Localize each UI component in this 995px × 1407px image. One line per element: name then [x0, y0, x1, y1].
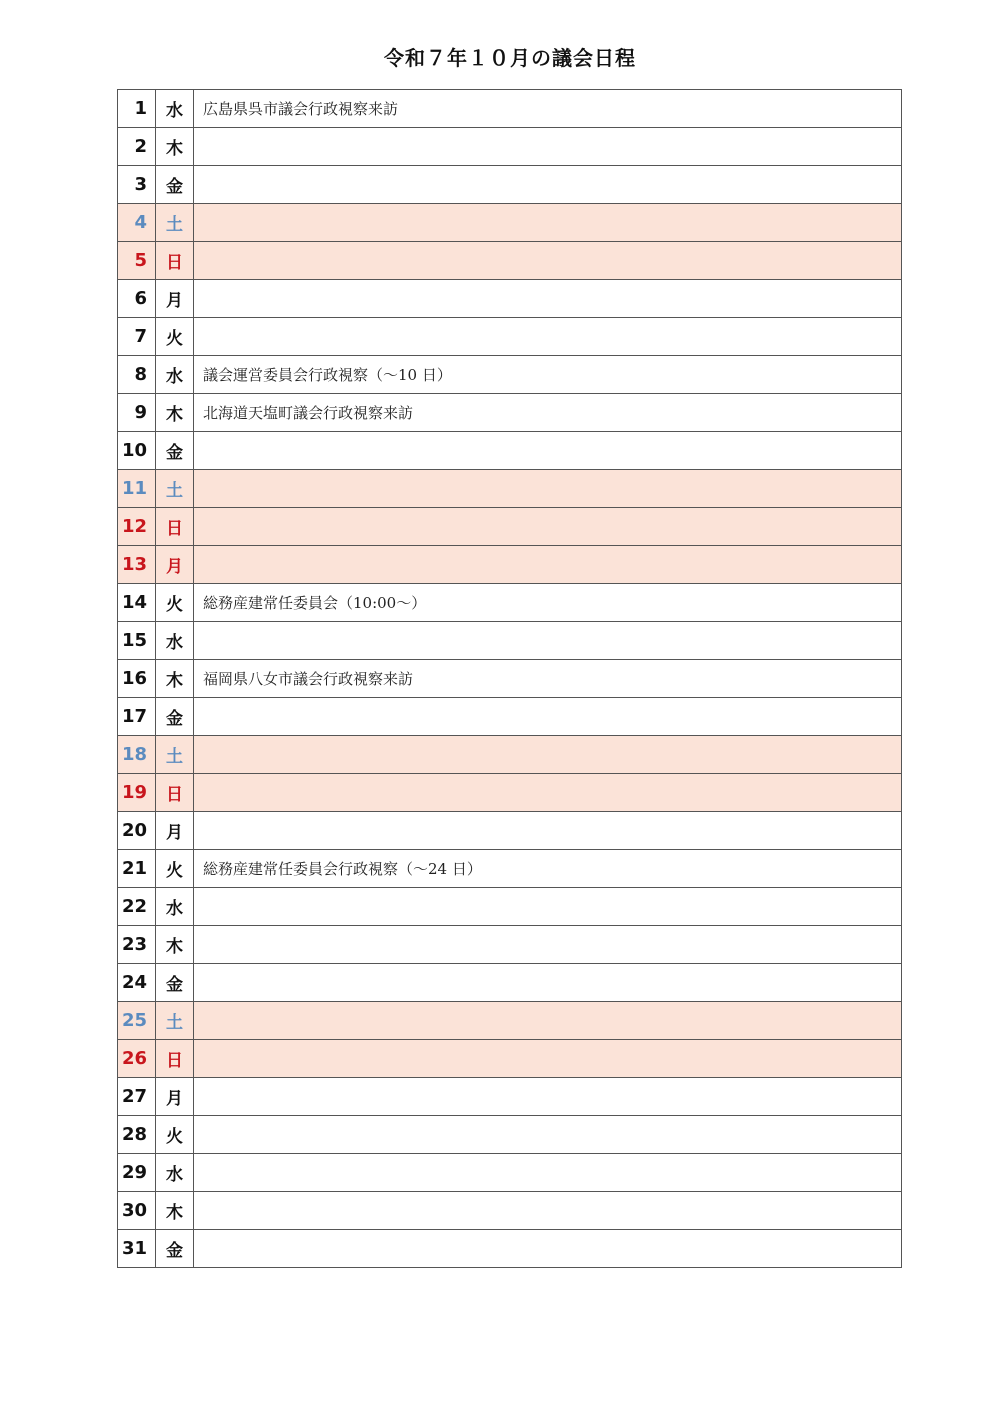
table-row — [118, 280, 902, 318]
weekday: 木 — [156, 1192, 194, 1230]
day-number: 22 — [118, 888, 156, 926]
day-number: 19 — [118, 774, 156, 812]
weekday: 火 — [156, 318, 194, 356]
day-number: 25 — [118, 1002, 156, 1040]
page-title: 令和７年１０月の議会日程 — [384, 46, 636, 70]
weekday: 木 — [156, 394, 194, 432]
weekday: 火 — [156, 584, 194, 622]
weekday: 金 — [156, 698, 194, 736]
weekday: 木 — [156, 128, 194, 166]
event-cell — [194, 1192, 902, 1230]
event-cell: 議会運営委員会行政視察（～10 日） — [194, 356, 902, 394]
weekday: 月 — [156, 280, 194, 318]
day-number: 7 — [118, 318, 156, 356]
weekday: 金 — [156, 432, 194, 470]
weekday: 土 — [156, 736, 194, 774]
table-row — [118, 850, 902, 888]
weekday: 日 — [156, 508, 194, 546]
table-row — [118, 242, 902, 280]
event-cell — [194, 1002, 902, 1040]
day-number: 6 — [118, 280, 156, 318]
event-cell: 総務産建常任委員会（10:00～） — [194, 584, 902, 622]
event-cell — [194, 812, 902, 850]
table-row — [118, 1002, 902, 1040]
day-number: 8 — [118, 356, 156, 394]
weekday: 火 — [156, 1116, 194, 1154]
table-row — [118, 1040, 902, 1078]
weekday: 水 — [156, 356, 194, 394]
table-row — [118, 394, 902, 432]
day-number: 1 — [118, 90, 156, 128]
event-cell — [194, 280, 902, 318]
event-cell — [194, 128, 902, 166]
table-row — [118, 774, 902, 812]
event-cell — [194, 508, 902, 546]
weekday: 日 — [156, 1040, 194, 1078]
day-number: 29 — [118, 1154, 156, 1192]
day-number: 9 — [118, 394, 156, 432]
day-number: 20 — [118, 812, 156, 850]
day-number: 18 — [118, 736, 156, 774]
table-row — [118, 166, 902, 204]
day-number: 2 — [118, 128, 156, 166]
event-cell — [194, 546, 902, 584]
weekday: 土 — [156, 470, 194, 508]
event-cell: 福岡県八女市議会行政視察来訪 — [194, 660, 902, 698]
event-cell — [194, 166, 902, 204]
event-cell — [194, 204, 902, 242]
event-cell — [194, 774, 902, 812]
table-row — [118, 432, 902, 470]
table-row — [118, 888, 902, 926]
day-number: 31 — [118, 1230, 156, 1268]
table-row — [118, 470, 902, 508]
day-number: 24 — [118, 964, 156, 1002]
event-cell — [194, 888, 902, 926]
table-row — [118, 1230, 902, 1268]
schedule-table — [117, 89, 902, 1268]
table-row — [118, 508, 902, 546]
weekday: 木 — [156, 660, 194, 698]
event-cell — [194, 242, 902, 280]
day-number: 13 — [118, 546, 156, 584]
event-cell — [194, 318, 902, 356]
table-row — [118, 318, 902, 356]
event-cell — [194, 432, 902, 470]
event-cell — [194, 1230, 902, 1268]
weekday: 金 — [156, 1230, 194, 1268]
table-row — [118, 1192, 902, 1230]
day-number: 23 — [118, 926, 156, 964]
weekday: 土 — [156, 1002, 194, 1040]
day-number: 28 — [118, 1116, 156, 1154]
table-row — [118, 90, 902, 128]
day-number: 10 — [118, 432, 156, 470]
table-row — [118, 698, 902, 736]
table-row — [118, 926, 902, 964]
event-cell — [194, 964, 902, 1002]
table-row — [118, 356, 902, 394]
day-number: 5 — [118, 242, 156, 280]
table-row — [118, 1116, 902, 1154]
day-number: 15 — [118, 622, 156, 660]
event-cell — [194, 926, 902, 964]
weekday: 月 — [156, 546, 194, 584]
day-number: 3 — [118, 166, 156, 204]
weekday: 水 — [156, 90, 194, 128]
table-row — [118, 128, 902, 166]
day-number: 17 — [118, 698, 156, 736]
table-row — [118, 204, 902, 242]
day-number: 11 — [118, 470, 156, 508]
event-cell — [194, 1116, 902, 1154]
weekday: 土 — [156, 204, 194, 242]
event-cell — [194, 1040, 902, 1078]
table-row — [118, 660, 902, 698]
event-cell — [194, 698, 902, 736]
event-cell — [194, 622, 902, 660]
day-number: 30 — [118, 1192, 156, 1230]
event-cell — [194, 1154, 902, 1192]
weekday: 月 — [156, 812, 194, 850]
table-row — [118, 546, 902, 584]
schedule-body — [118, 90, 902, 1268]
weekday: 金 — [156, 166, 194, 204]
weekday: 水 — [156, 1154, 194, 1192]
table-row — [118, 1154, 902, 1192]
day-number: 27 — [118, 1078, 156, 1116]
weekday: 木 — [156, 926, 194, 964]
table-row — [118, 736, 902, 774]
event-cell — [194, 470, 902, 508]
table-row — [118, 812, 902, 850]
table-row — [118, 584, 902, 622]
day-number: 14 — [118, 584, 156, 622]
event-cell: 北海道天塩町議会行政視察来訪 — [194, 394, 902, 432]
table-row — [118, 964, 902, 1002]
weekday: 金 — [156, 964, 194, 1002]
event-cell: 総務産建常任委員会行政視察（～24 日） — [194, 850, 902, 888]
day-number: 12 — [118, 508, 156, 546]
weekday: 日 — [156, 242, 194, 280]
table-row — [118, 1078, 902, 1116]
day-number: 16 — [118, 660, 156, 698]
table-row — [118, 622, 902, 660]
day-number: 21 — [118, 850, 156, 888]
event-cell — [194, 736, 902, 774]
event-cell: 広島県呉市議会行政視察来訪 — [194, 90, 902, 128]
day-number: 4 — [118, 204, 156, 242]
weekday: 水 — [156, 622, 194, 660]
weekday: 水 — [156, 888, 194, 926]
day-number: 26 — [118, 1040, 156, 1078]
weekday: 日 — [156, 774, 194, 812]
weekday: 火 — [156, 850, 194, 888]
event-cell — [194, 1078, 902, 1116]
weekday: 月 — [156, 1078, 194, 1116]
